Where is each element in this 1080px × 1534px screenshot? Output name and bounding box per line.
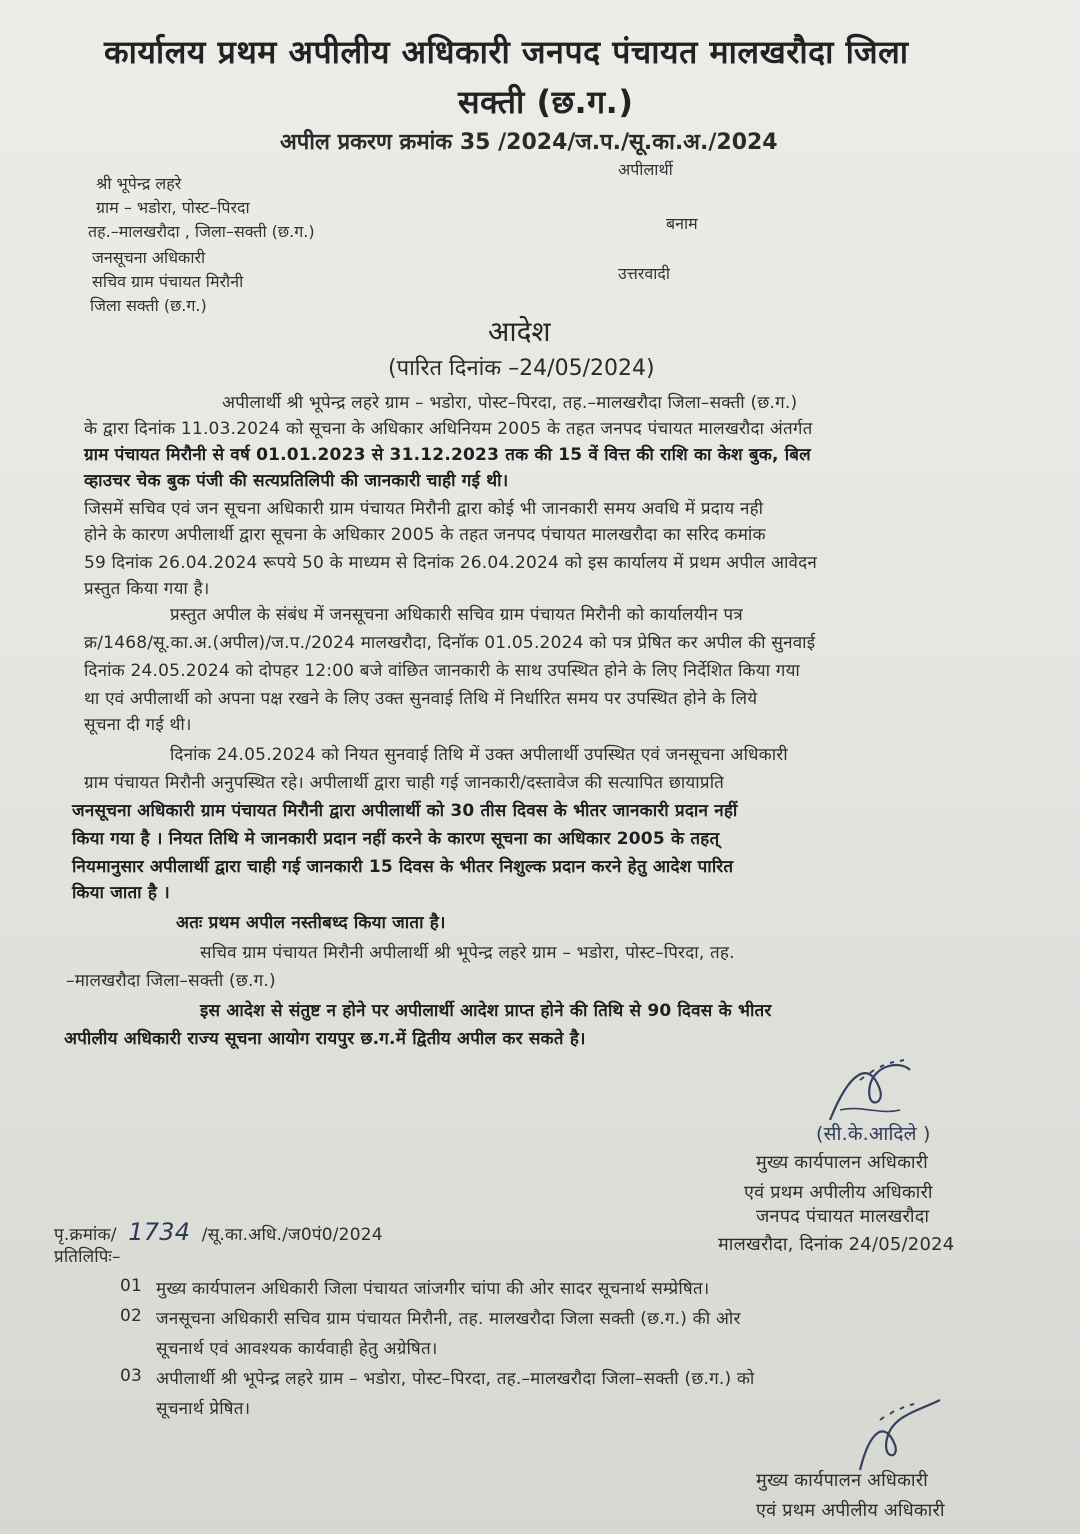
para4-line6: किया जाता है । xyxy=(72,883,170,903)
appellant-line-3: तह.–मालखरौदा , जिला–सक्ती (छ.ग.) xyxy=(88,222,315,241)
copy-item-3-line-2: सूचनार्थ प्रेषित। xyxy=(156,1399,251,1419)
versus-label: बनाम xyxy=(666,214,698,233)
para6-line1: सचिव ग्राम पंचायत मिरौनी अपीलार्थी श्री भूपेन्द्र लहरे ग्राम – भडोरा, पोस्ट–पिरदा, तह. xyxy=(200,943,735,963)
signatory-name: (सी.के.आदिले ) xyxy=(816,1123,931,1145)
signatory2-designation-2: एवं प्रथम अपीलीय अधिकारी xyxy=(756,1500,945,1521)
para1-line1: अपीलार्थी श्री भूपेन्द्र लहरे ग्राम – भडोरा, पोस्ट–पिरदा, तह.–मालखरौदा जिला–सक्ती (छ.ग.) xyxy=(222,393,798,413)
endorsement-ref-number: 1734 xyxy=(128,1218,191,1246)
para4-line4: किया गया है । नियत तिथि मे जानकारी प्रदान नहीं करने के कारण सूचना का अधिकार 2005 के तहत् xyxy=(72,829,720,849)
para7-line1: इस आदेश से संतुष्ट न होने पर अपीलार्थी आदेश प्राप्त होने की तिथि से 90 दिवस के भीतर xyxy=(200,1001,772,1021)
endorsement-ref-prefix: पृ.क्रमांक/ xyxy=(54,1225,117,1245)
signatory-place-date: मालखरौदा, दिनांक 24/05/2024 xyxy=(718,1234,955,1255)
office-title-line1: कार्यालय प्रथम अपीलीय अधिकारी जनपद पंचायत मालखरौदा जिला xyxy=(104,33,909,71)
para5-line1: अतः प्रथम अपील नस्तीबध्द किया जाता है। xyxy=(176,913,446,933)
para2-line1: जिसमें सचिव एवं जन सूचना अधिकारी ग्राम पंचायत मिरौनी द्वारा कोई भी जानकारी समय अवधि में प्रदाय नही xyxy=(84,499,764,519)
respondent-line-2: सचिव ग्राम पंचायत मिरौनी xyxy=(92,272,244,291)
para1-line2: के द्वारा दिनांक 11.03.2024 को सूचना के अधिकार अधिनियम 2005 के तहत जनपद पंचायत मालखरौदा अंतर्गत xyxy=(84,419,813,439)
para7-line2: अपीलीय अधिकारी राज्य सूचना आयोग रायपुर छ.ग.में द्वितीय अपील कर सकते है। xyxy=(64,1029,586,1049)
para3-line1: प्रस्तुत अपील के संबंध में जनसूचना अधिकारी सचिव ग्राम पंचायत मिरौनी को कार्यालयीन पत्र xyxy=(170,605,743,625)
signatory-designation-1: मुख्य कार्यपालन अधिकारी xyxy=(756,1152,928,1173)
copy-item-1-num: 01 xyxy=(120,1276,143,1296)
order-heading: आदेश xyxy=(488,315,551,348)
para2-line4: प्रस्तुत किया गया है। xyxy=(84,579,210,599)
endorsement-ref-suffix: /सू.का.अधि./ज0पं0/2024 xyxy=(201,1225,383,1245)
signatory2-designation-1: मुख्य कार्यपालन अधिकारी xyxy=(756,1470,928,1491)
para4-line2: ग्राम पंचायत मिरौनी अनुपस्थित रहे। अपीलार्थी द्वारा चाही गई जानकारी/दस्तावेज की सत्यापित छायाप्रति xyxy=(84,773,725,793)
copy-item-1-line-1: मुख्य कार्यपालन अधिकारी जिला पंचायत जांजगीर चांपा की ओर सादर सूचनार्थ सम्प्रेषित। xyxy=(156,1279,710,1299)
case-number: अपील प्रकरण क्रमांक 35 /2024/ज.प./सू.का.अ./2024 xyxy=(280,130,778,155)
copy-item-2-num: 02 xyxy=(120,1306,143,1326)
respondent-label: उत्तरवादी xyxy=(618,264,671,283)
respondent-line-1: जनसूचना अधिकारी xyxy=(92,248,206,267)
respondent-line-3: जिला सक्ती (छ.ग.) xyxy=(90,296,207,315)
para1-line3: ग्राम पंचायत मिरौनी से वर्ष 01.01.2023 से 31.12.2023 तक की 15 वें वित्त की राशि का केश बुक, बिल xyxy=(84,445,811,465)
signatory-designation-2: एवं प्रथम अपीलीय अधिकारी xyxy=(744,1182,933,1203)
para1-line4: व्हाउचर चेक बुक पंजी की सत्यप्रतिलिपी की जानकारी चाही गई थी। xyxy=(84,471,509,491)
para3-line2: क्र/1468/सू.का.अ.(अपील)/ज.प./2024 मालखरौदा, दिनॉक 01.05.2024 को पत्र प्रेषित कर अपील की सुनवाई xyxy=(84,633,816,653)
appellant-label: अपीलार्थी xyxy=(618,160,673,179)
order-passed-date: (पारित दिनांक –24/05/2024) xyxy=(388,356,655,381)
para6-line2: –मालखरौदा जिला–सक्ती (छ.ग.) xyxy=(66,971,276,991)
para2-line2: होने के कारण अपीलार्थी द्वारा सूचना के अधिकार 2005 के तहत जनपद पंचायत मालखरौदा का सरिद कमांक xyxy=(84,525,766,545)
endorsement-ref xyxy=(54,1218,383,1246)
signatory-office: जनपद पंचायत मालखरौदा xyxy=(756,1206,930,1227)
copy-item-3-num: 03 xyxy=(120,1366,143,1386)
para4-line3: जनसूचना अधिकारी ग्राम पंचायत मिरौनी द्वारा अपीलार्थी को 30 तीस दिवस के भीतर जानकारी प्रदान नहीं xyxy=(72,801,738,821)
copy-item-2-line-2: सूचनार्थ एवं आवश्यक कार्यवाही हेतु अग्रेषित। xyxy=(156,1339,438,1359)
signature-scribble-2 xyxy=(840,1380,980,1480)
appellant-line-1: श्री भूपेन्द्र लहरे xyxy=(96,174,182,193)
copy-item-2-line-1: जनसूचना अधिकारी सचिव ग्राम पंचायत मिरौनी, तह. मालखरौदा जिला सक्ती (छ.ग.) की ओर xyxy=(156,1309,741,1329)
para3-line4: था एवं अपीलार्थी को अपना पक्ष रखने के लिए उक्त सुनवाई तिथि में निर्धारित समय पर उपस्थित होने के लिये xyxy=(84,689,758,709)
office-title-line2: सक्ती (छ.ग.) xyxy=(458,83,634,121)
copy-label: प्रतिलिपिः– xyxy=(54,1247,121,1267)
para3-line5: सूचना दी गई थी। xyxy=(84,715,192,735)
para2-line3: 59 दिनांक 26.04.2024 रूपये 50 के माध्यम से दिनांक 26.04.2024 को इस कार्यालय में प्रथम अपील आवेदन xyxy=(84,553,818,573)
para4-line5: नियमानुसार अपीलार्थी द्वारा चाही गई जानकारी 15 दिवस के भीतर निशुल्क प्रदान करने हेतु आदेश पारित xyxy=(72,857,734,877)
para4-line1: दिनांक 24.05.2024 को नियत सुनवाई तिथि में उक्त अपीलार्थी उपस्थित एवं जनसूचना अधिकारी xyxy=(170,745,788,765)
copy-item-3-line-1: अपीलार्थी श्री भूपेन्द्र लहरे ग्राम – भडोरा, पोस्ट–पिरदा, तह.–मालखरौदा जिला–सक्ती (छ.ग.) को xyxy=(156,1369,755,1389)
para3-line3: दिनांक 24.05.2024 को दोपहर 12:00 बजे वांछित जानकारी के साथ उपस्थित होने के लिए निर्देशित किया गया xyxy=(84,661,801,681)
appellant-line-2: ग्राम – भडोरा, पोस्ट–पिरदा xyxy=(96,198,250,217)
